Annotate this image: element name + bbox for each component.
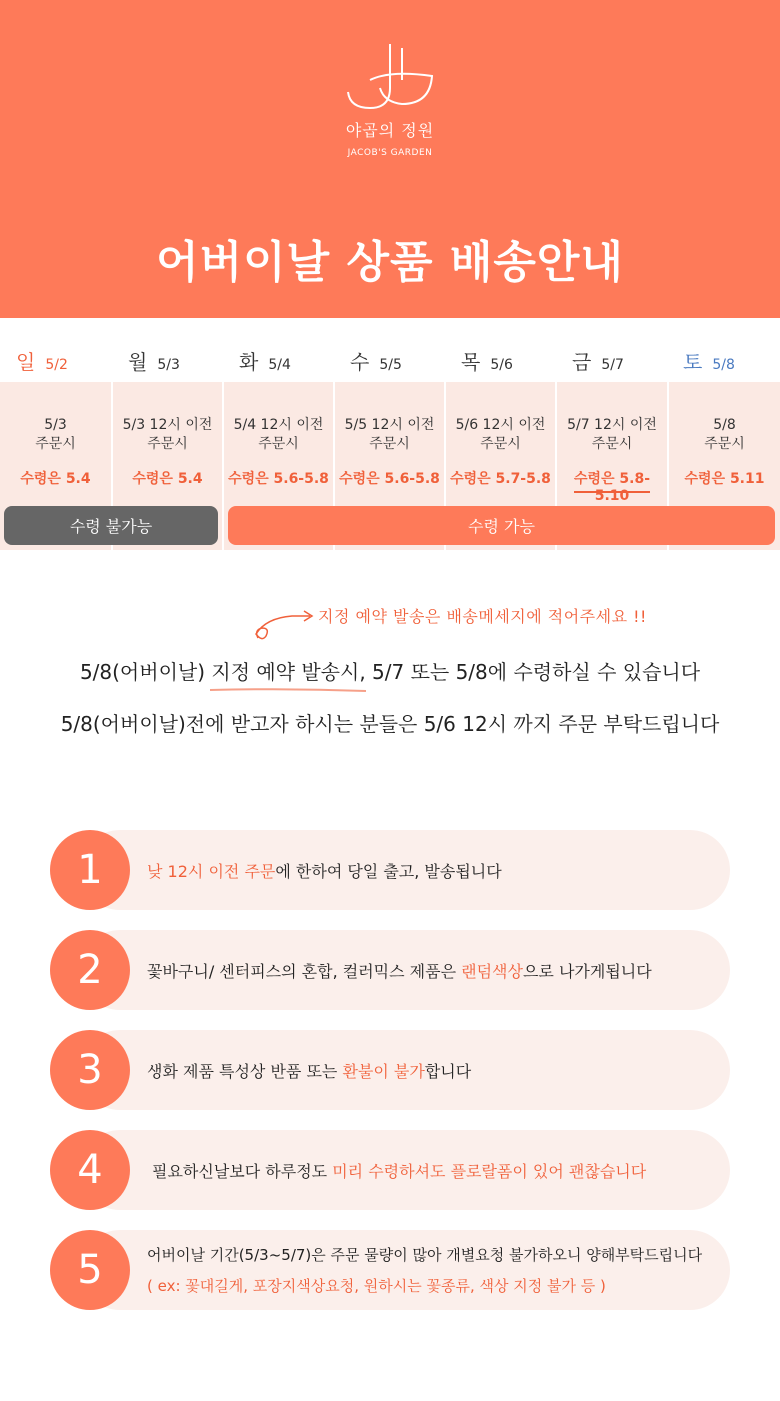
highlight-text: ( ex: 꽃대길게, 포장지색상요청, 원하시는 꽃종류, 색상 지정 불가 등 ) <box>147 1277 606 1295</box>
notice-item <box>50 830 730 910</box>
receive-info: 수령은 5.7-5.8 <box>450 471 551 487</box>
body-text: 으로 나가게됩니다 <box>522 961 652 981</box>
order-info: 5/3 12시 이전 주문시 <box>122 417 213 452</box>
day-date: 5/4 <box>268 357 291 373</box>
day-name: 금 <box>572 350 592 374</box>
day-header-wed <box>350 346 402 376</box>
day-name: 목 <box>461 350 481 374</box>
day-header-tue <box>239 346 291 376</box>
receive-info: 수령은 5.6-5.8 <box>339 471 440 487</box>
day-date: 5/7 <box>601 357 624 373</box>
notice-item <box>50 1030 730 1110</box>
notice-item <box>50 1230 730 1310</box>
item-number-badge: 1 <box>50 830 130 910</box>
day-header-thu <box>461 346 513 376</box>
order-info: 5/4 12시 이전 주문시 <box>233 417 324 452</box>
day-date: 5/5 <box>379 357 402 373</box>
swirl-arrow-icon <box>252 608 318 644</box>
item-text <box>147 930 727 1010</box>
highlight-text: 미리 수령하셔도 플로랄폼이 있어 괜찮습니다 <box>332 1161 647 1181</box>
highlight-text: 랜덤색상 <box>461 961 523 981</box>
receive-info: 수령은 5.4 <box>132 471 203 487</box>
brand-name-english: JACOB'S GARDEN <box>347 148 433 158</box>
unavailable-bar: 수령 불가능 <box>4 506 218 545</box>
header-banner <box>0 0 780 318</box>
day-date: 5/6 <box>490 357 513 373</box>
day-name: 일 <box>16 350 36 374</box>
brand-name-korean: 야곱의 정원 <box>345 121 435 140</box>
day-header-sun <box>16 346 68 376</box>
handwritten-note: 지정 예약 발송은 배송메세지에 적어주세요 !! <box>318 607 647 626</box>
day-date: 5/3 <box>157 357 180 373</box>
page-title: 어버이날 상품 배송안내 <box>156 237 624 288</box>
order-info: 5/5 12시 이전 주문시 <box>344 417 435 452</box>
receive-info: 수령은 5.4 <box>20 471 91 487</box>
highlight-text: 낮 12시 이전 주문 <box>147 861 276 881</box>
day-name: 월 <box>128 350 148 374</box>
day-header-sat <box>683 346 735 376</box>
body-text: 에 한하여 당일 출고, 발송됩니다 <box>275 861 502 881</box>
body-text: 필요하신날보다 하루정도 <box>152 1161 333 1181</box>
day-name: 화 <box>239 350 259 374</box>
item-number-badge: 2 <box>50 930 130 1010</box>
body-text: 생화 제품 특성상 반품 또는 <box>147 1061 343 1081</box>
item-text <box>152 1130 732 1210</box>
highlight-text: 환불이 불가 <box>342 1061 425 1081</box>
item-number-badge: 5 <box>50 1230 130 1310</box>
item-number-badge: 4 <box>50 1130 130 1210</box>
day-header-fri <box>572 346 624 376</box>
brush-underline <box>210 688 366 692</box>
order-info: 5/7 12시 이전 주문시 <box>567 417 657 452</box>
body-text: 꽃바구니/ 센터피스의 혼합, 컬러믹스 제품은 <box>147 961 462 981</box>
order-info: 5/8 주문시 <box>704 417 745 452</box>
receive-info: 수령은 5.6-5.8 <box>228 471 329 487</box>
notice-item <box>50 930 730 1010</box>
receive-text: 수령은 5.8-5.10 <box>574 471 650 510</box>
notice-line-1: 5/8(어버이날) 지정 예약 발송시, 5/7 또는 5/8에 수령하실 수 있습니다 <box>79 660 701 684</box>
item-text <box>147 1030 727 1110</box>
day-header-mon <box>128 346 180 376</box>
order-info: 5/6 12시 이전 주문시 <box>455 417 546 452</box>
receive-info: 수령은 5.11 <box>684 471 765 487</box>
day-date: 5/2 <box>45 357 68 373</box>
order-info: 5/3 주문시 <box>35 417 76 452</box>
day-name: 수 <box>350 350 370 374</box>
day-date: 5/8 <box>712 357 735 373</box>
jacobs-garden-logo-icon <box>340 40 440 112</box>
body-text: 어버이날 기간(5/3~5/7)은 주문 물량이 많아 개별요청 불가하오니 양해부탁드립니다 <box>147 1246 703 1264</box>
item-text <box>147 830 727 910</box>
available-bar: 수령 가능 <box>228 506 775 545</box>
item-text <box>147 1230 727 1310</box>
notice-item <box>50 1130 730 1210</box>
body-text: 합니다 <box>424 1061 472 1081</box>
notice-line-2: 5/8(어버이날)전에 받고자 하시는 분들은 5/6 12시 까지 주문 부탁드립니다 <box>60 712 720 736</box>
receive-info-highlight <box>557 468 667 504</box>
item-number-badge: 3 <box>50 1030 130 1110</box>
day-name: 토 <box>683 350 703 374</box>
